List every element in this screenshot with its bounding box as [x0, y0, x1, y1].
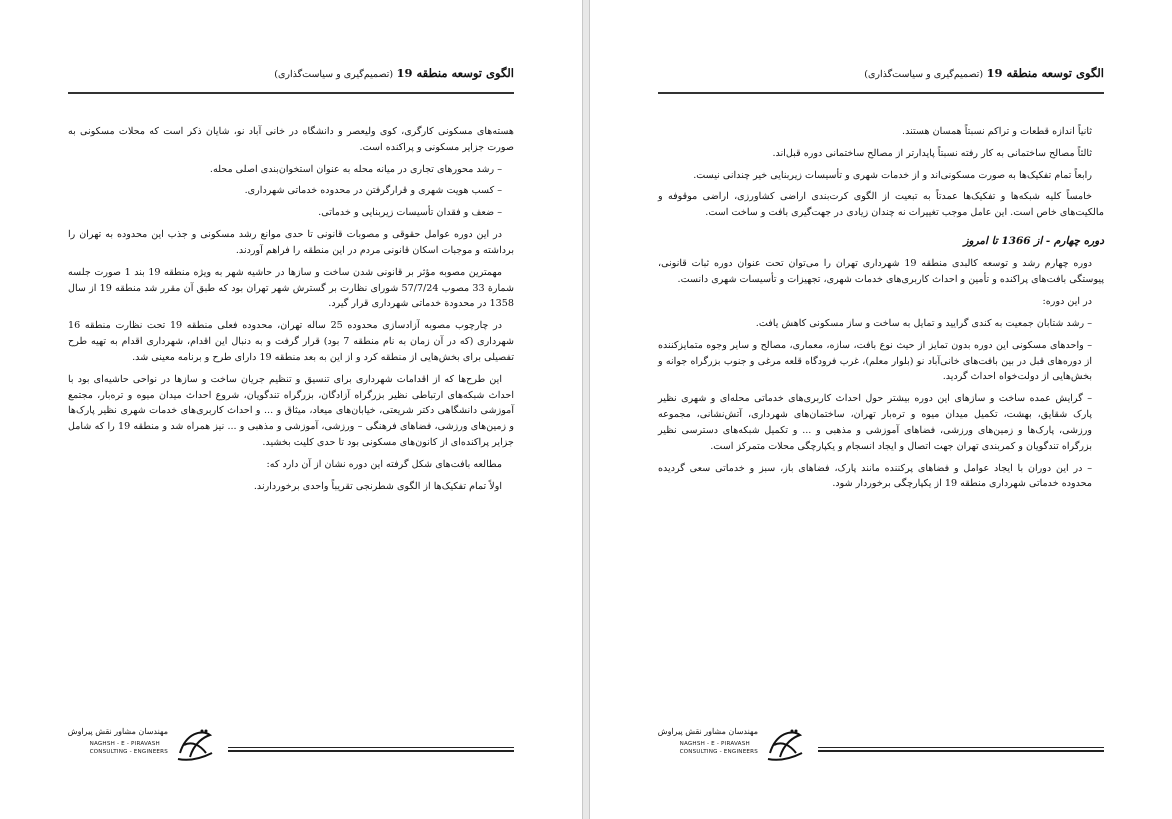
body-paragraph: اولاً تمام تفکیک‌ها از الگوی شطرنجی تقریباً واحدی برخوردارند.	[253, 480, 502, 492]
logo-english-line2: CONSULTING - ENGINEERS	[89, 748, 168, 755]
bullet-item: – واحدهای مسکونی این دوره بدون تمایز از حیث نوع بافت، سازه، معماری، مصالح و سایر وجوه متمایزکننده از دوره‌های قبل در بین بافت‌های خانی‌آباد نو (بلوار معلم)، غرب فرودگاه قلعه مرغی و جنوب بزرگراه جوانه و بخش‌هایی از دولت‌خواه احداث گردید.	[658, 339, 1092, 383]
body-paragraph: این طرح‌ها که از اقدامات شهرداری برای تنسیق و تنظیم جریان ساخت و سازها در نواحی حاشیه‌ای بود با احداث شبکه‌های ارتباطی نظیر بزرگراه آزادگان، بزرگراه تندگویان، شروع احداث میدان میوه و تره‌بار، مجتمع آموزشی دانشگاهی دکتر شریعتی، خیابان‌های میعاد، میثاق و ... و احداث کاربری‌های خدمات شهری نظیر پارک‌ها و زمین‌های ورزشی، فضاهای فرهنگی – ورزشی، آموزشی و مذهبی و ... نیز همراه شد و منطقه 19 را که شامل جزایر پراکنده‌ای از کانون‌های مسکونی بود تا حدی کلیت بخشید.	[68, 373, 514, 449]
footer-rule	[228, 747, 514, 752]
body-paragraph: در این دوره:	[1042, 296, 1092, 308]
header-title: الگوی توسعه منطقه 19	[986, 66, 1104, 80]
logo-persian-name: مهندسان مشاور نقش پیراوش	[67, 727, 168, 736]
body-paragraph: مطالعه بافت‌های شکل گرفته این دوره نشان از آن دارد که:	[266, 458, 502, 470]
header-title: الگوی توسعه منطقه 19	[396, 66, 514, 80]
logo-english-line2: CONSULTING - ENGINEERS	[679, 748, 758, 755]
logo-mark-icon	[762, 723, 806, 765]
body-paragraph: مهمترین مصوبه مؤثر بر قانونی شدن ساخت و سازها در حاشیه شهر به ویژه منطقه 19 بند 1 صورت جلسه شمارة 33 مصوب 57/7/24 شورای نظارت بر گسترش شهر تهران بود که طبق آن مقرر شد منطقه 19 از سال 1358 در محدودة خدماتی شهرداری قرار گیرد.	[68, 266, 514, 310]
body-paragraph: در این دوره عوامل حقوقی و مصوبات قانونی تا حدی موانع رشد مسکونی و جذب این محدوده به تهران را برداشته و موجبات اسکان قانونی مردم در این منطقه را فراهم آوردند.	[68, 229, 514, 256]
page-body	[658, 124, 1104, 498]
footer-rule	[818, 747, 1104, 752]
logo-mark-icon	[172, 723, 216, 765]
header-subtitle: (تصمیم‌گیری و سیاست‌گذاری)	[274, 69, 394, 80]
body-paragraph: ثانیاً اندازه قطعات و تراکم نسبتاً همسان هستند.	[902, 126, 1092, 137]
logo-english-name	[680, 741, 758, 756]
bullet-item: – گرایش عمده ساخت و سازهای این دوره بیشتر حول احداث کاربری‌های خدماتی محله‌ای و شهری نظیر پارک شقایق، بهشت، تکمیل میدان میوه و تره‌بار تهران، ساختمان‌های شهرداری، آتش‌نشانی، مجموعه ورزشی، پارک‌ها و زمین‌های ورزشی، فضاهای آموزشی و مذهبی و ... و تکمیل شبکه‌های دسترسی نظیر بزرگراه تندگویان و کمربندی تهران جهت اتصال و ایجاد انسجام و یکپارچگی محلات متمرکز است.	[658, 393, 1092, 452]
bullet-item: – در این دوران با ایجاد عوامل و فضاهای پرکننده مانند پارک، فضاهای باز، سبز و خدماتی سعی گردیده محدوده خدماتی شهرداری منطقه 19 از یکپارچگی برخوردار شود.	[658, 462, 1092, 490]
company-logo	[656, 721, 806, 767]
body-paragraph: دوره چهارم رشد و توسعه کالبدی منطقه 19 شهرداری تهران را می‌توان تحت عنوان دوره ثبات قانونی، پیوستگی بافت‌های پراکنده و تأمین و احداث کاربری‌های خدمات شهری، تجهیزات و تأسیسات شهری دانست.	[658, 258, 1104, 286]
body-paragraph: خامساً کلیه شبکه‌ها و تفکیک‌ها عمدتاً به تبعیت از الگوی کرت‌بندی اراضی کشاورزی، اراضی موقوفه و مالکیت‌های خاص است. این عامل موجب تغییرات نه چندان زیادی در جهت‌گیری بافت و ساخت است.	[658, 191, 1104, 219]
body-paragraph: ثالثاً مصالح ساختمانی به کار رفته نسبتاً پایدارتر از مصالح ساختمانی دوره قبل‌اند.	[772, 147, 1092, 159]
page-header	[658, 66, 1104, 82]
company-logo	[66, 721, 216, 767]
bullet-item: – ضعف و فقدان تأسیسات زیربنایی و خدماتی.	[318, 207, 502, 219]
body-paragraph: در چارچوب مصوبه آزادسازی محدوده 25 ساله تهران، محدوده فعلی منطقه 19 تحت نظارت منطقه 16 شهرداری (که در آن زمان به نام منطقه 7 بود) قرار گرفت و به دنبال این اقدام، شهرداری اقدام به تهیه طرح تفصیلی برای بخش‌هایی از منطقه کرد و از این به بعد منطقه 19 دارای طرح و برنامه معینی شد.	[68, 320, 514, 363]
header-rule	[68, 92, 514, 94]
header-rule	[658, 92, 1104, 94]
body-paragraph: هسته‌های مسکونی کارگری، کوی ولیعصر و دانشگاه در خانی آباد نو، شایان ذکر است که محلات مسکونی به صورت جزایر مسکونی و پراکنده است.	[68, 126, 514, 153]
document-page-left	[0, 0, 582, 819]
logo-english-line1: NAGHSH - E - PIRAVASH	[679, 741, 750, 747]
bullet-item: – رشد محورهای تجاری در میانه محله به عنوان استخوان‌بندی اصلی محله.	[209, 163, 502, 175]
body-paragraph: رابعاً تمام تفکیک‌ها به صورت مسکونی‌اند و از خدمات شهری و تأسیسات زیربنایی خیر چندانی نیست.	[693, 169, 1092, 181]
logo-persian-name: مهندسان مشاور نقش پیراوش	[657, 727, 758, 736]
page-body	[68, 124, 514, 501]
page-header	[68, 66, 514, 82]
section-heading: دوره چهارم - از 1366 تا امروز	[963, 235, 1104, 248]
document-page-right	[590, 0, 1172, 819]
header-subtitle: (تصمیم‌گیری و سیاست‌گذاری)	[864, 69, 984, 80]
logo-english-name	[90, 741, 168, 756]
page-gutter	[582, 0, 590, 819]
bullet-item: – رشد شتابان جمعیت به کندی گرایید و تمایل به ساخت و ساز مسکونی کاهش یافت.	[755, 317, 1092, 329]
bullet-item: – کسب هویت شهری و قرارگرفتن در محدوده خدماتی شهرداری.	[244, 185, 502, 197]
logo-english-line1: NAGHSH - E - PIRAVASH	[89, 741, 160, 747]
